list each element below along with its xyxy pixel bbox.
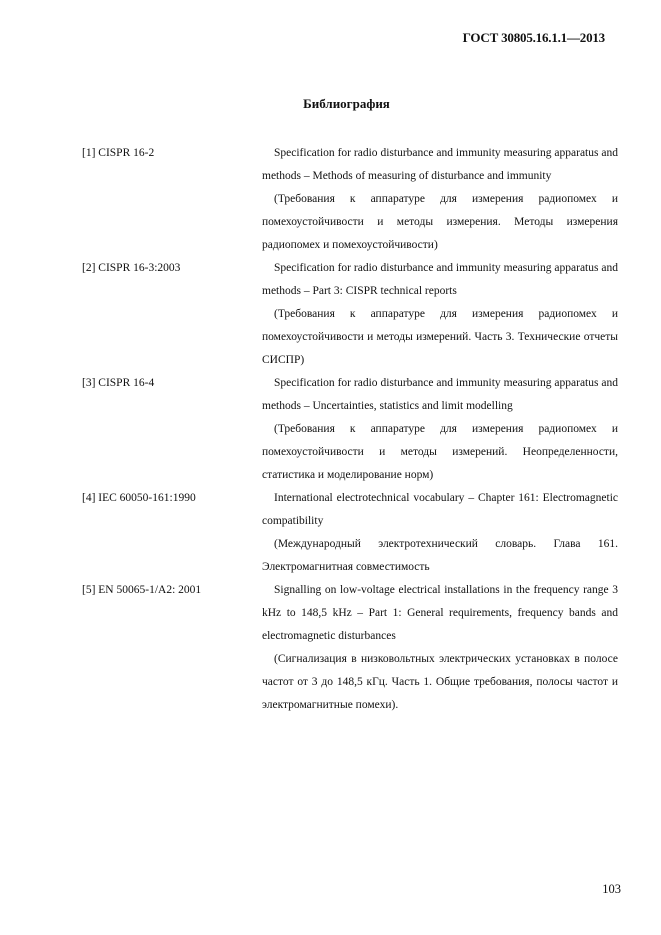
reference-id-1: [1] CISPR 16-2: [82, 147, 155, 159]
reference-id-2: [2] CISPR 16-3:2003: [82, 262, 181, 274]
reference-description-4: [262, 487, 618, 579]
english-title-2: Specification for radio disturbance and immunity measuring apparatus and methods – Part 3: CISPR technical reports: [262, 262, 618, 297]
reference-description-1: [262, 142, 618, 257]
bibliography-title: Библиография: [303, 96, 390, 111]
reference-description-3: [262, 372, 618, 487]
russian-title-2: (Требования к аппаратуре для измерения радиопомех и помехоустойчивости и методы измерений. Часть 3. Технические отчеты СИСПР): [262, 308, 618, 366]
reference-id-5: [5] EN 50065-1/A2: 2001: [82, 584, 202, 596]
bibliography-list: [82, 142, 618, 717]
page-number: 103: [602, 882, 621, 896]
bibliography-entry-1: [82, 142, 618, 257]
bibliography-entry-3: [82, 372, 618, 487]
bibliography-entry-5: [82, 579, 618, 717]
bibliography-entry-2: [82, 257, 618, 372]
english-title-1: Specification for radio disturbance and immunity measuring apparatus and methods – Methods of measuring of disturbance and immunity: [262, 147, 618, 182]
russian-title-4: (Международный электротехнический словарь. Глава 161. Электромагнитная совместимость: [262, 538, 618, 573]
bibliography-entry-4: [82, 487, 618, 579]
reference-id-4: [4] IEC 60050-161:1990: [82, 492, 196, 504]
document-standard-header: ГОСТ 30805.16.1.1—2013: [462, 30, 605, 45]
english-title-3: Specification for radio disturbance and immunity measuring apparatus and methods – Uncertainties, statistics and limit modelling: [262, 377, 618, 412]
reference-description-2: [262, 257, 618, 372]
russian-title-3: (Требования к аппаратуре для измерения радиопомех и помехоустойчивости и методы измерений. Неопределенности, статистика и моделирование норм): [262, 423, 618, 481]
english-title-4: International electrotechnical vocabulary – Chapter 161: Electromagnetic compatibility: [262, 492, 618, 527]
reference-id-3: [3] CISPR 16-4: [82, 377, 155, 389]
russian-title-1: (Требования к аппаратуре для измерения радиопомех и помехоустойчивости и методы измерения. Методы измерения радиопомех и помехоустойчивости): [262, 193, 618, 251]
russian-title-5: (Сигнализация в низковольтных электрических установках в полосе частот от 3 до 148,5 кГц. Часть 1. Общие требования, полосы частот и электромагнитные помехи).: [262, 653, 618, 711]
english-title-5: Signalling on low-voltage electrical installations in the frequency range 3 kHz to 148,5 kHz – Part 1: General requirements, frequency bands and electromagnetic disturbances: [262, 584, 618, 642]
reference-description-5: [262, 579, 618, 717]
